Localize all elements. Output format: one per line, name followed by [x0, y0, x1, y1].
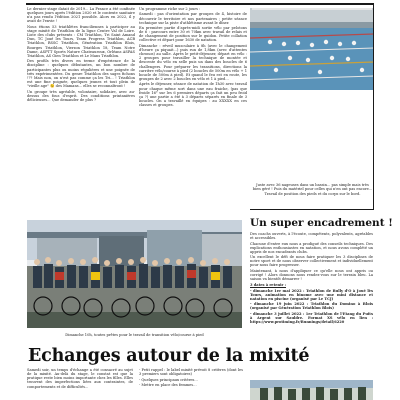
bottom-right-photo: [250, 380, 373, 400]
list-item: - dimanche 19 juin 2022 : Triathlon du Domino à Blois (organisé par Génération Triathlon Blois): [250, 302, 373, 311]
headline-mixite: Echanges autour de la mixité: [28, 346, 310, 366]
headline-encadrement: Un super encadrement !: [250, 217, 393, 229]
list-item: - dimanche 1er mai 2022 : Triathlon de Bully d'O à Joué lès Tours, animation en binome avec une mini distance et natation en piscine (organisé par Le TCJ): [250, 288, 373, 301]
pool-photo-caption: Juste avec 36 nageuses dans un bassin... pas simple mais très bien géré ! Puis du matériel pour celles qui n'en ont pas encore... Travail de position des pieds et du corps sur le bord.: [252, 183, 373, 196]
mid-rule: [250, 209, 374, 210]
column-divider: [373, 3, 374, 210]
paragraph: - Petit rappel : le label mixité prévoit 8 critères (dont les 3 premiers sont obligatoires): [139, 368, 243, 377]
paragraph: Un groupe très agréable, volontaire, solidaire, avec au-dessus des fous d'esprit. Des conditions printanières délicieuses... Que demander de plus ?: [27, 89, 135, 102]
paragraph: Un programme riche sur 2 jours :: [139, 7, 201, 11]
paragraph: Des coachs ouverts, à l'écoute, compétents, polyvalents, agréables et accessibles.: [250, 232, 373, 241]
mixite-column-2: [139, 368, 243, 388]
paragraph: Maintenant, à nous d'appliquer ce qu'elle nous ont appris ou corrigé ! Alors donnons nous rendez-vous sur le terrain bleu. La saison va bientôt démarrer !: [250, 268, 373, 282]
article-column-1: [27, 7, 135, 103]
paragraph: - Quelques principaux critères...: [139, 377, 198, 382]
paragraph: Samedi soir, un temps d'échange a été consacré au sujet de la mixité. Au-delà du stage, le constat est que la pratique reste bien moins importante chez les filles. Elles trouvent des imperfections liées aux contraintes, de comportements et de difficultés...: [27, 368, 133, 389]
paragraph: Chacune d'entre eux nous a prodigué des conseils techniques. Des explications enthousiastes en natation, et nous avons complété un appris de nos encadrants clubs.: [250, 241, 373, 254]
paragraph: Dimanche : réveil musculaire à 8h (avec le changement d'heure ça piquait...) puis run de 1,8km (avec d'attentes chronos) au salle. Après le petit-déjeuner, départ en vélo : 2 groupes pour travailler la technique de montée et descente du vélo en selle puis un dans des boucles de 6 challengers. Pour préparer les transitions, directions la carrière vélo/course à pied (2 boucles de 500m en vélo + 1 boucle de 500m à pied). Et quand le feu est en route, les groupes de 2 avec 2 boucles en vélo et 1 à pied...: [139, 43, 247, 82]
paragraph: En première partie d'après-midi sortie vélo par pelotons de 6 : parcours entre 30 et 70km avec travail de relais et de changement de position sur le guidon. Petite collation collective et départ pour 1630 de natation.: [139, 26, 247, 43]
paragraph: Des profils très divers en terme d'expérience de la discipline : quelques débutantes, un bon nombre de participantes plus ou moins régulières et une poignée de très expérimentées. Du genre Triathlon des sages fichons !?? Mais non, on n'est pas comme ça les Tri... ! Triathlon est une fine poignée, quelques jeunes et tout plein de "vieille age" 😉 des Mamans... elles se reconnaîtront !: [27, 59, 135, 89]
group-photo-caption: Dimanche 10h, toutes prêtes pour le travail de transition vélo/course à pied: [65, 333, 204, 337]
list-item: - dimanche 3 juillet 2022 : 1er Triathlon de l'Etang du Puits à Argent sur Sauldre. Format XS vélo en lien : https://www.protiming.fr/Runnings/detail/6220: [250, 311, 373, 325]
group-bikes-photo: [27, 220, 242, 328]
paragraph: Un excellent le défi de nous faire pratiquer les 3 disciplines de notre sport et de nous observer collectivement et individuellement pour nous faire progresser.: [250, 255, 373, 268]
paragraph: Le dernier stage datait de 2019... La France a été confinée quelques jours après l'édition 2020 et le contexte sanitaire n'a pas rendu l'édition 2021 possible. Alors en 2022, il y avait de l'envie !: [27, 7, 135, 24]
mixite-column-1: [27, 368, 133, 390]
top-rule: [26, 3, 374, 5]
list-title: 3 dates à retenir :: [250, 283, 286, 288]
paragraph: Après le déjeuner, séance de natation de 1h30 avec travail pour chaque même sort dans une eau fraiche, (pas que froide 16° sur les 6 premiers départs ça fait un peu froid ça ?) une partie a été à 3 départs séparés en finale de 3 boucles. On a travaillé en équipes : au XXXXX en ces classes et groupes.: [139, 82, 247, 108]
paragraph: Nous étions 53 triathlètes franciliennes à participer au stage mixité de Triathlon de la ligue Centre Val de Loire. Liste des clubs présents : CM Triathlon, Tri Saint Amand Dun, TC Joué les Tours, Team Progress Triathlon, ACB Triathlon, RSSC Triathlon, Génération Triathlon Blois, Bourges Triathlon, Vierzon Triathlon 18, Team Notre Dame, ASPTT Sports Nature Chateauroux, Orléans ASPAS Triathlon, AS Gien Triathlon et Le Mans Triathlon.: [27, 24, 135, 58]
paragraph: Samedi : pas d'orientation par groupes de 4, histoire de découvrir le territoire et nos partenaires ; petite séance technique sur la piste d'athlétisme avant le dîner.: [139, 12, 247, 25]
paragraph: - Mettre en place des femmes...: [139, 382, 197, 387]
article-column-2: [139, 7, 247, 109]
pool-photo: [250, 8, 374, 90]
encadrement-column: [250, 232, 373, 325]
